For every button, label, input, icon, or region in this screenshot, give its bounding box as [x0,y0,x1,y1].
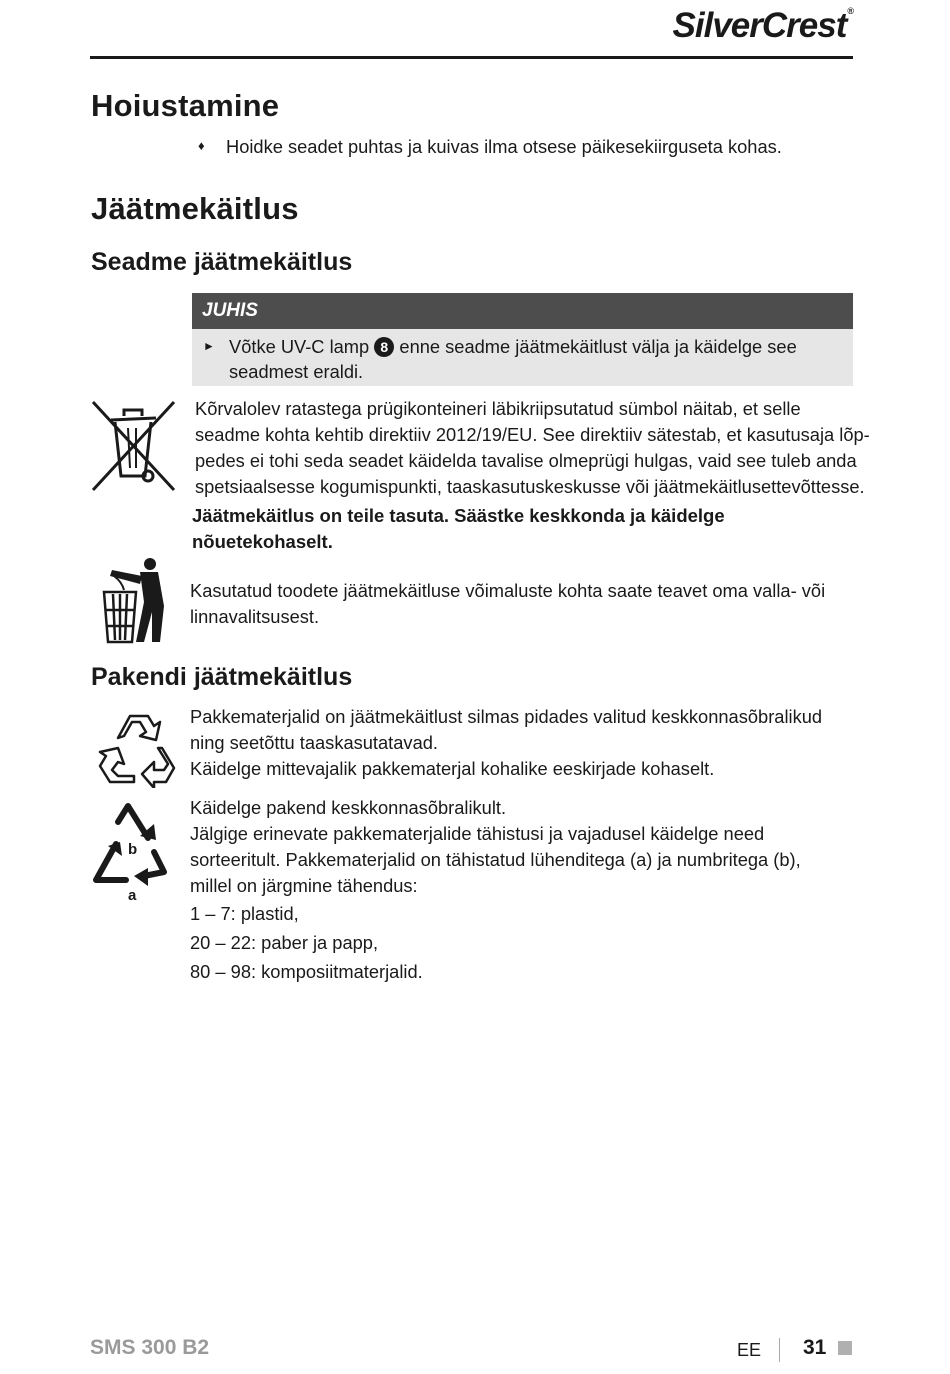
footer-language: EE [737,1340,762,1360]
bold-note-line-1: Jäätmekäitlus on teile tasuta. Säästke keskkonda ja käidelge [192,505,725,526]
code-line-3: sorteeritult. Pakkematerjalid on tähistatud lühenditega (a) ja numbritega (b), [190,849,801,870]
diamond-bullet-icon: ♦ [198,138,205,153]
packaging-disposal-title: Pakendi jäätmekäitlus [91,663,353,691]
code-label-a: a [128,887,137,904]
code-item-paper: 20 – 22: paber ja papp, [190,932,379,953]
recycle-line-2: ning seetõttu taaskasutatavad. [190,732,438,753]
recycle-line-3: Käidelge mittevajalik pakkematerjal kohalike eeskirjade kohaselt. [190,758,715,779]
weee-line-1: Kõrvalolev ratastega prügikonteineri läbikriipsutatud sümbol näitab, et selle [195,398,801,419]
note-line-1: Võtke UV-C lamp 8 enne seadme jäätmekäitlust välja ja käidelge see [229,336,797,357]
material-code-triangle-icon [88,800,170,904]
weee-line-2: seadme kohta kehtib direktiiv 2012/19/EU. See direktiiv sätestab, et kasutusaja lõp- [195,424,870,445]
footer-separator [779,1338,780,1362]
footer-page-number: 31 [803,1336,827,1359]
info-line-1: Kasutatud toodete jäätmekäitluse võimaluste kohta saate teavet oma valla- või [190,580,826,601]
tidy-man-litter-icon [100,556,172,644]
note-line-2: seadmest eraldi. [229,361,364,382]
code-item-plastics: 1 – 7: plastid, [190,903,299,924]
storage-text: Hoidke seadet puhtas ja kuivas ilma otsese päikesekiirguseta kohas. [226,136,782,157]
footer-model: SMS 300 B2 [90,1336,210,1359]
weee-line-4: spetsiaalsesse kogumispunkti, taaskasutuskeskusse või jäätmekäitlusettevõttesse. [195,476,865,497]
brand-logo: SilverCrest® [672,6,853,45]
disposal-title: Jäätmekäitlus [91,191,299,226]
code-line-2: Jälgige erinevate pakkematerjalide tähistusi ja vajadusel käidelge need [190,823,765,844]
part-number-badge: 8 [374,337,394,357]
info-line-2: linnavalitsusest. [190,606,320,627]
code-line-1: Käidelge pakend keskkonnasõbralikult. [190,797,507,818]
bold-note-line-2: nõuetekohaselt. [192,531,333,552]
arrow-bullet-icon: ► [203,339,215,353]
weee-line-3: pedes ei tohi seda seadet käidelda tavalise olmeprügi hulgas, vaid see tuleb anda [195,450,857,471]
footer-square-icon [838,1341,852,1355]
device-disposal-title: Seadme jäätmekäitlus [91,248,353,276]
code-label-b: b [128,841,138,858]
note-heading: JUHIS [192,293,853,329]
header-rule [90,56,853,59]
code-item-composite: 80 – 98: komposiitmaterjalid. [190,961,423,982]
code-line-4: millel on järgmine tähendus: [190,875,418,896]
crossed-out-wheelie-bin-icon [90,400,178,493]
recycle-icon [92,708,176,788]
recycle-line-1: Pakkematerjalid on jäätmekäitlust silmas pidades valitud keskkonnasõbralikud [190,706,823,727]
storage-title: Hoiustamine [91,88,280,123]
